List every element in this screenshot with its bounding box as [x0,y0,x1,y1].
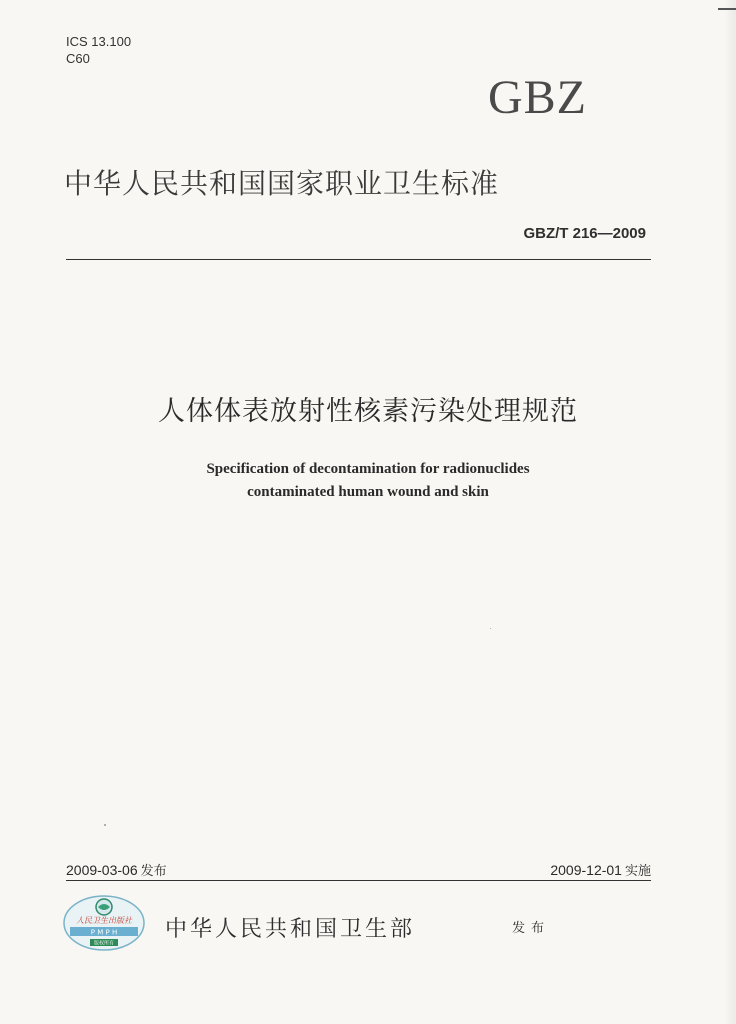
header-divider [66,259,651,260]
implementation-date [550,860,651,879]
issue-date-value: 2009-03-06 [66,862,138,878]
standard-mark: GBZ [488,71,587,124]
classification-codes [66,33,131,67]
publisher-suffix: 发布 [512,921,551,936]
publisher-logo-icon [62,893,146,953]
publisher-logo-mid-text: P M P H [90,928,118,937]
ics-code: ICS 13.100 [66,34,132,49]
standard-category-title: 中华人民共和国国家职业卫生标准 [64,167,500,200]
publisher-logo-bottom-text: 版权所有 [93,940,115,947]
scan-speck [104,824,106,826]
page-edge-shadow [724,0,736,1024]
document-title-chinese: 人体体表放射性核素污染处理规范 [158,396,578,427]
publisher-name: 中华人民共和国卫生部 [165,917,416,942]
scan-edge-mark [718,8,736,10]
issue-date-label: 发布 [140,864,167,879]
standard-number: GBZ/T 216—2009 [523,225,646,242]
document-title-english [0,458,736,504]
publisher-logo-top-text: 人民卫生出版社 [76,916,132,925]
issue-date [66,860,167,879]
scan-speck [490,628,491,629]
date-row [66,858,651,882]
implementation-date-label: 实施 [624,864,651,879]
document-title-english-line1: Specification of decontamination for radionuclides [206,461,530,477]
footer-divider [66,880,651,881]
ccs-code: C60 [66,51,90,66]
document-title-english-line2: contaminated human wound and skin [247,484,489,500]
implementation-date-value: 2009-12-01 [550,862,622,878]
